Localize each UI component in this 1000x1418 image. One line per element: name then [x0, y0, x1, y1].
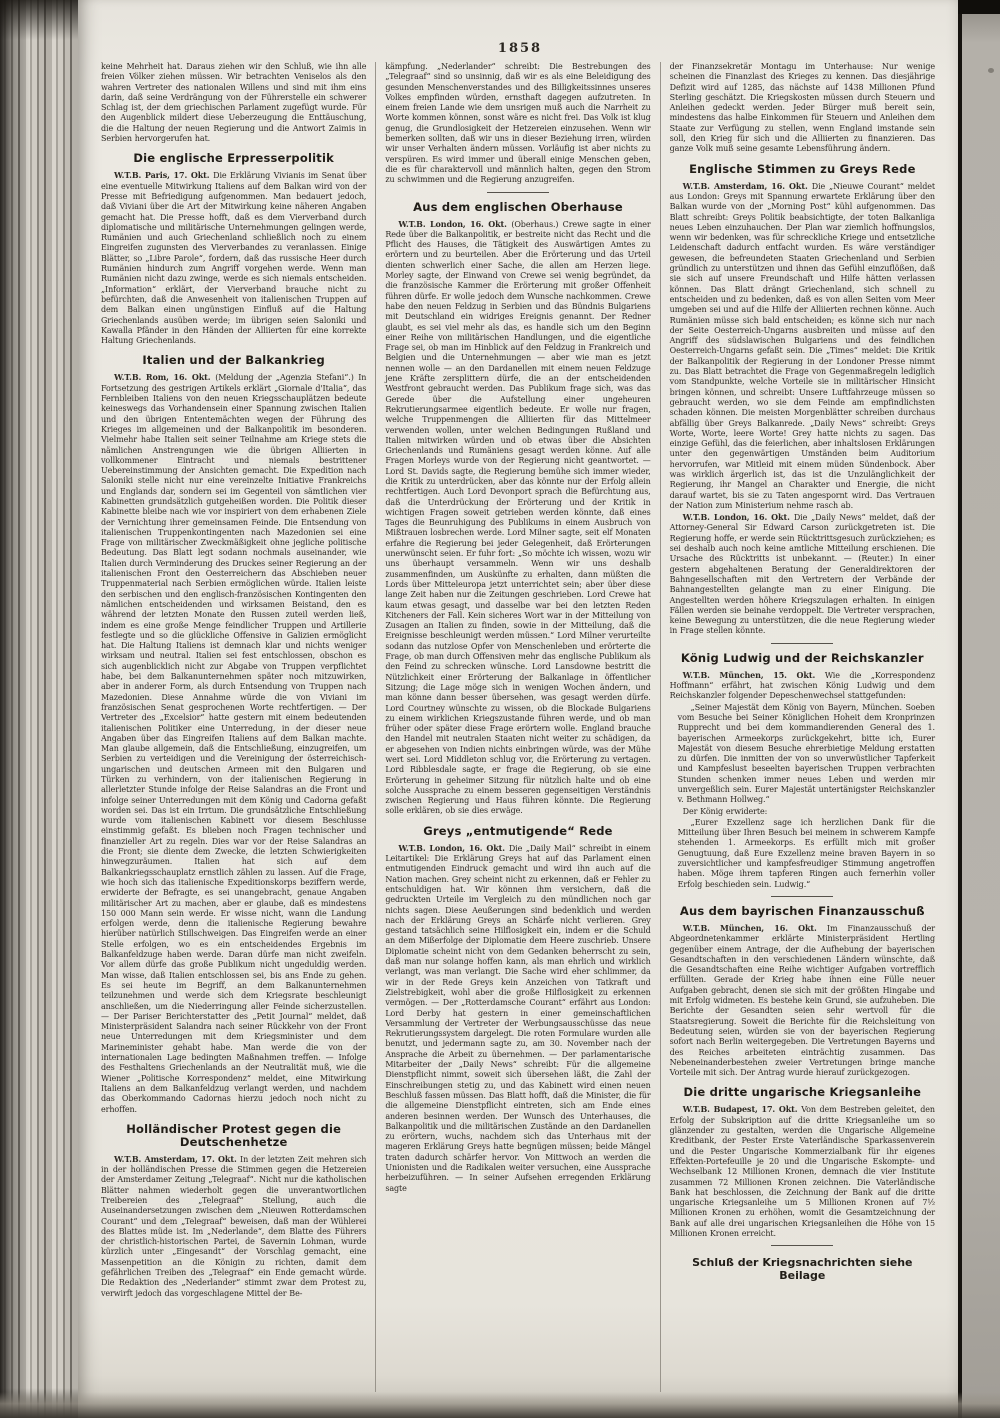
column-2 [375, 62, 659, 1392]
article-paragraph: W.T.B. Rom, 16. Okt. (Meldung der „Agenzia Stefani“.) In Fortsetzung des gestrigen Artikels erklärt „Giornale d'Italia“, das Fernbleiben Italiens von den neuen Kriegsschauplätzen bedeute keineswegs das Vorhandensein einer Spannung zwischen Italien und den übrigen Ententemächten wegen der Führung des Krieges im allgemeinen und der Balkanpolitik im besonderen. Vielmehr habe Italien seit seiner Teilnahme am Kriege stets die nämlichen Anstrengungen wie die übrigen Alliierten in vollkommener Eintracht und niemals bestrittener Uebereinstimmung der Ansichten gemacht. Die Expedition nach Saloniki stelle nicht nur eine vereinzelte Initiative Frankreichs und Englands dar, sondern sei im Gegenteil von sämtlichen vier Kabinetten grundsätzlich gutgeheißen worden. Die Politik dieser Kabinette bleibe nach wie vor inspiriert von dem erhabenen Ziele der Vernichtung ihrer gemeinsamen Feinde. Die Entsendung von italienischen Truppenkontingenten nach Mazedonien sei eine Frage von militärischer Zweckmäßigkeit ohne jegliche politische Bedeutung. Das Blatt legt sodann nochmals auseinander, wie Italien durch Verminderung des Druckes seiner Regierung an der italienischen Front den Oesterreichern das Abschieben neuer Truppenmaterial nach Serbien ermöglichen würde. Italien leiste den serbischen und den englisch-französischen Kontingenten den nämlichen entscheidenden und wirksamen Beistand, den es während der letzten Monate den Russen zuteil werden ließ, indem es eine große Menge feindlicher Truppen und Artillerie festlegte und so die glückliche Offensive in Galizien ermöglicht hat. Die Haltung Italiens ist demnach klar und nichts weniger wirksam und neutral. Italien sei fest entschlossen, obschon es sich augenblicklich nicht zur Abgabe von Truppen verpflichtet habe, bei dem Balkanunternehmen später noch mitzuwirken, aber in anderer Form, als durch Entsendung von Truppen nach Mazedonien. Diese Annahme würde die von Viviani im französischen Senat gesprochenen Worte rechtfertigen. — Der Vertreter des „Excelsior“ hatte gestern mit einem bedeutenden italienischen Politiker eine Unterredung, in der dieser neue Angaben über das Eingreifen Italiens auf dem Balkan machte. Man glaube allgemein, daß die Entschließung, einzugreifen, um Serbien zu verteidigen und die Vereinigung der österreichisch-ungarischen und deutschen Armeen mit den Bulgaren und Türken zu verhindern, von der italienischen Regierung in allerletzter Stunde infolge der Reise Salandras an die Front und infolge seiner Unterredungen mit dem König und Cadorna gefaßt worden sei. Das ist ein Irrtum. Die grundsätzliche Entschließung wurde vom italienischen Kabinett vor diesem Beschlusse einstimmig gefaßt. Es blieben noch Fragen technischer und finanzieller Art zu regeln. Dies war vor der Reise Salandras an die Front; sie diente dem Zwecke, die letzten Schwierigkeiten hinwegzuräumen. Italien hat sich auf dem Balkankriegsschauplatz ernstlich zählen zu lassen. Auf die Frage, wie hoch sich das italienische Expeditionskorps beziffern werde, erwiderte der Befragte, es sei unangebracht, genaue Angaben militärischer Art zu machen, aber er glaube, daß es mindestens 150 000 Mann sein werde. Er wisse nicht, wann die Landung erfolgen werde, denn die italienische Regierung bewahre hierüber natürlich Stillschweigen. Das Eingreifen werde an einer Stelle erfolgen, wo es ein entscheidendes Ergebnis im Balkanfeldzuge haben werde. Daran dürfe man nicht zweifeln. Vor allem dürfe das große Publikum nicht ungeduldig werden. Man wisse, daß Italien entschlossen sei, bis ans Ende zu gehen. Es sei heute im Begriff, an dem Balkanunternehmen teilzunehmen und werde sich dem Kriegsrate beschleunigt anschließen, um die Niederringung aller Feinde sicherzustellen. — Der Pariser Berichterstatter des „Petit Journal“ meldet, daß Ministerpräsident Salandra nach seiner Rückkehr von der Front neue Unterredungen mit dem Kriegsminister und dem Marineminister gehabt habe. Man werde die von der internationalen Lage bedingten Maßnahmen treffen. — Infolge des Festhaltens Griechenlands an der Neutralität muß, wie die Wiener „Politische Korrespondenz“ meldet, eine Mitwirkung Italiens an dem Balkanfeldzug verlangt werden, und nachdem das Oberkommando Cadornas hierzu jedoch noch nicht zu erhoffen. [101, 372, 367, 1114]
dateline: W.T.B. London, 16. Okt. [398, 218, 512, 229]
section-divider [487, 192, 549, 193]
dateline: W.T.B. London, 16. Okt. [398, 842, 509, 853]
article-headline: Holländischer Protest gegen die Deutschenhetze [126, 1121, 342, 1149]
section-divider [771, 643, 833, 644]
telegram-quote: „Eurer Exzellenz sage ich herzlichen Dank für die Mitteilung über Ihren Besuch bei meinem in schwerem Kampfe stehenden 1. Armeekorps. Es erfüllt mich mit großer Genugtuung, daß Eure Exzellenz meine braven Bayern in so zuversichtlicher und kampfesfreudiger Stimmung angetroffen haben. Möge ihrem tapferen Ringen auch fernerhin voller Erfolg beschieden sein. Ludwig.“ [677, 817, 935, 889]
article-paragraph: W.T.B. Amsterdam, 17. Okt. In der letzten Zeit mehren sich in der holländischen Presse die Stimmen gegen die Hetzereien der Amsterdamer Zeitung „Telegraaf“. Nicht nur die katholischen Blätter nahmen wiederholt gegen die unverantwortlichen Treibereien des „Telegraaf“ Stellung, auch die Auseinandersetzungen zwischen dem „Nieuwen Rotterdamschen Courant“ und dem „Telegraaf“ beweisen, daß man der Wühlerei des Blattes müde ist. Im „Nederlande“, dem Blatte des Führers der christlich-historischen Partei, de Savernin Lohman, wurde kürzlich unter „Eingesandt“ der Vorschlag gemacht, eine Massenpetition an die Königin zu richten, damit dem gefährlichen Treiben des „Telegraaf“ ein Ende gemacht würde. Die Redaktion des „Nederlander“ stimmt zwar dem Protest zu, verwirft jedoch das vorgeschlagene Mittel der Be- [101, 1153, 367, 1298]
column-1 [92, 62, 375, 1392]
dateline: W.T.B. Amsterdam, 16. Okt. [682, 180, 812, 191]
article-paragraph: W.T.B. London, 16. Okt. Die „Daily Mail“ schreibt in einem Leitartikel: Die Erklärung Greys hat auf das Parlament einen entmutigenden Eindruck gemacht und wird ihn auch auf die Nation machen. Grey scheint nicht zu erkennen, daß er Fehler zu entschuldigen hat. Wir können ihm versichern, daß die gedruckten Urteile im Vergleich zu den mündlichen noch gar nichts sagen. Diese Aeußerungen sind bedenklich und werden nach der Erklärung Greys an Schärfe nicht verlieren. Grey gestand tatsächlich seine Hilflosigkeit ein, indem er die Schuld an dem Mißerfolge der Diplomatie dem Heere zuschrieb. Unsere Diplomatie scheint nicht von dem Gedanken beherrscht zu sein, daß man nur solange hoffen kann, als man ehrlich und wirklich verlangt, was man verlangt. Die Sache wird eher schlimmer, da wir in der Rede Greys kein Anzeichen von Tatkraft und Zielstrebigkeit, wohl aber die große Hilflosigkeit zu erkennen vermögen. — Der „Rotterdamsche Courant“ erfährt aus London: Lord Derby hat gestern in einer gemeinschaftlichen Versammlung der Vertreter der Werbungsausschüsse das neue Rekrutierungssystem dargelegt. Die roten Formulare wurden alle benutzt, und jedermann sagte zu, am 30. November nach der Ansprache die Arbeit zu übernehmen. — Der parlamentarische Mitarbeiter der „Daily News“ schreibt: Für die allgemeine Dienstpflicht nimmt, soweit sich übersehen läßt, die Zahl der Einschreibungen stetig zu, und das Kabinett wird einen neuen Beschluß fassen müssen. Das Blatt hofft, daß die Minister, die für die allgemeine Dienstpflicht eintreten, sich am Ende eines anderen besinnen werden. Der Wunsch des Unterhauses, die Balkanpolitik und die militärischen Zustände an den Dardanellen zu erörtern, wuchs, nachdem sich das Unterhaus mit der mageren Erklärung Greys hatte begnügen müssen; beide Mängel traten dadurch schärfer hervor. Von Mittwoch an werden die Unionisten und die Radikalen weiter versuchen, eine Aussprache herbeizuführen. — In seiner Aufsehen erregenden Erklärung sagte [385, 842, 651, 1193]
article-headline: Die englische Erpresserpolitik [133, 151, 334, 166]
article-headline: Italien und der Balkankrieg [142, 353, 325, 368]
adjacent-page-edge [958, 0, 1000, 1418]
article-headline: Greys „entmutigende“ Rede [423, 823, 613, 838]
dateline: W.T.B. München, 16. Okt. [682, 922, 827, 933]
section-divider [771, 896, 833, 897]
page-number: 1858 [497, 41, 543, 56]
closing-notice: Schluß der Kriegsnachrichten siehe Beilage [692, 1256, 913, 1283]
article-paragraph: keine Mehrheit hat. Daraus ziehen wir den Schluß, wie ihn alle freien Völker ziehen müssen. Wir betrachten Veniselos als den wahren Vertreter des nationalen Willens und sind mit ihm eins darin, daß seine Verdrängung von der Führerstelle ein schwerer Schlag ist, der dem griechischen Parlament zugefügt wurde. Für den Augenblick mildert diese Ueberzeugung die Enttäuschung, die die Haltung der neuen Regierung und die Antwort Zaimis in Serbien hervorgerufen hat. [101, 62, 367, 144]
article-headline: Englische Stimmen zu Greys Rede [689, 161, 916, 176]
article-paragraph: kämpfung. „Nederlander“ schreibt: Die Bestrebungen des „Telegraaf“ sind so unsinnig, daß wir es als eine Beleidigung des gesunden Menschenverstandes und des Billigkeitssinnes unseres Volkes empfinden würden, ernsthaft dagegen aufzutreten. In einem freien Lande wie dem unsrigen muß auch die Narrheit zu Worte kommen können, sonst wäre es nicht frei. Das Volk ist klug genug, die Grundlosigkeit der Hetzereien einzusehen. Wenn wir bemerken sollten, daß wir uns in dieser Beziehung irren, würden wir unser Verhalten ändern müssen. Vorläufig ist aber nichts zu verspüren. Es wird immer und überall einige Menschen geben, die es für charaktervoll und männlich halten, gegen den Strom zu schwimmen und die Regierung anzugreifen. [385, 62, 651, 185]
newspaper-page [78, 0, 962, 1418]
article-paragraph: W.T.B. London, 16. Okt. (Oberhaus.) Crewe sagte in einer Rede über die Balkanpolitik, er bestreite nicht das Recht und die Pflicht des Hauses, die Tätigkeit des Auswärtigen Amtes zu erörtern und zu beurteilen. Aber die Erörterung und das Urteil dienten schwerlich einer Sache, die allen am Herzen liege. Morley sagte, der Einwand von Crewe sei wenig begründet, da die französische Kammer die Erörterung mit großer Offenheit führen dürfe. Er wolle jedoch dem Wunsche nachkommen. Crewe habe den neuen Feldzug in Serbien und das Bündnis Bulgariens mit Deutschland ein widriges Ereignis genannt. Der Redner glaubt, es sei viel mehr als das, es handle sich um den Beginn einer Reihe von militärischen Handlungen, und die eigentliche Frage sei, ob man im Hinblick auf den Feldzug in Frankreich und Belgien und die Unternehmungen — aber wie man es jetzt nennen wolle — an den Dardanellen mit einem neuen Feldzuge jene Kräfte zersplittern dürfe, die an der entscheidenden Westfront gebraucht werden. Das Publikum frage sich, was das Gerede über die Aufstellung einer ungeheuren Rekrutierungsarmee eigentlich bedeute. Er wolle nur fragen, welche Truppenmengen die Alliierten für das Mittelmeer verwenden wollen, unter welchen Bedingungen Rußland und Italien mitwirken würden und ob etwas über die Absichten Griechenlands und Rumäniens gesagt werden könne. Auf alle Fragen Morleys wurde von der Regierung nicht geantwortet. — Lord St. Davids sagte, die Regierung bemühe sich immer wieder, die Kritik zu unterdrücken, aber das könnte nur der Erfolg allein rechtfertigen. Auch Lord Devonport sprach die Befürchtung aus, daß die Unterdrückung der Erörterung und der Kritik in wichtigen Fragen soweit getrieben werden könnte, daß eines Tages die Beunruhigung des Publikums in einem Ausbruch von Mißtrauen losbrechen werde. Lord Milner sagte, seit elf Monaten erfahre die Regierung bei jeder Gelegenheit, daß Erörterungen unerwünscht seien. Er fuhr fort: „So möchte ich wissen, wozu wir uns überhaupt versammeln. Wenn wir uns deshalb zusammenfinden, um Auskünfte zu erhalten, dann müßten die Lords über Mitteleuropa jetzt unterrichtet sein; aber über diese lange Zeit haben nur die Zeitungen geschrieben. Lord Crewe hat kaum etwas gesagt, und dasselbe war bei den letzten Reden Kitcheners der Fall. Kein sicheres Wort war in der Mitteilung von Zusagen an Italien zu finden, sowie in der Mitteilung, daß die Ereignisse beschleunigt werden müssen.“ Lord Milner verurteilte sodann das nutzlose Opfer von Menschenleben und erörterte die Frage, ob man durch Offensiven mehr das englische Publikum als den Feind zu schrecken wünsche. Lord Lansdowne bestritt die Nützlichkeit einer Erörterung der Balkanlage in öffentlicher Sitzung; die Lage möge sich in wenigen Wochen ändern, und man könne dann besser übersehen, was gesagt werden dürfe. Lord Courtney wünschte zu wissen, ob die Blockade Bulgariens zu einem wirklichen Kriegszustande führen werde, und ob man früher oder später diese Frage erörtern wolle. England brauche den Handel mit neutralen Staaten nicht weiter zu schädigen, da er abgesehen von Indien nichts einbringen würde, was der Mühe wert sei. Lord Middleton schlug vor, die Erörterung zu vertagen. Lord Ribblesdale sagte, er frage die Regierung, ob sie eine Erörterung in geheimer Sitzung für nützlich halte und ob eine solche Aussprache zu einem besseren gegenseitigen Verständnis zwischen Regierung und Haus führen könnte. Die Regierung solle erklären, ob sie dies erwäge. [385, 218, 651, 816]
article-paragraph: W.T.B. Paris, 17. Okt. Die Erklärung Vivianis im Senat über eine eventuelle Mitwirkung Italiens auf dem Balkan wird von der Presse mit Befriedigung aufgenommen. Man bedauert jedoch, daß Viviani über die Art der Mitwirkung keine näheren Angaben gemacht hat. Die Presse hofft, daß es dem Vierverband durch diplomatische und militärische Unternehmungen gelingen werde, Rumänien und auch Griechenland schließlich noch zu einem Eingreifen zugunsten des Vierverbandes zu veranlassen. Einige Blätter, so „Libre Parole“, fordern, daß das russische Heer durch Rumänien hindurch zum Angriff vorgehen werde. Wenn man Rumänien nicht dazu zwinge, werde es sich niemals entscheiden. „Information“ erklärt, der Vierverband brauche nicht zu befürchten, daß die Anwesenheit von italienischen Truppen auf dem Balkan einen ungünstigen Einfluß auf die Haltung Griechenlands ausüben werde; im übrigen seien Saloniki und Kawalla Pfänder in den Händen der Alliierten für eine korrekte Haltung Griechenlands. [101, 170, 367, 346]
article-paragraph: W.T.B. London, 16. Okt. Die „Daily News“ meldet, daß der Attorney-General Sir Edward Carson zurückgetreten ist. Die Regierung hoffe, er werde sein Rücktrittsgesuch zurückziehen; es sei deshalb auch noch keine amtliche Mitteilung erschienen. Die Ursache des Rücktritts ist unbekannt. — (Reuter.) In einer gestern abgehaltenen Beratung der Generaldirektoren der Bahngesellschaften mit den Vertretern der Verbände der Bahnangestellten gelangte man zu einer Einigung. Die Angestellten werden höhere Kriegszulagen erhalten. In einigen Fällen werden sie beinahe verdoppelt. Die Vertreter versprachen, keine Bewegung zu unterstützen, die die neue Regierung wieder in Frage stellen könnte. [669, 512, 935, 636]
article-headline: Die dritte ungarische Kriegsanleihe [683, 1085, 922, 1100]
telegram-quote: „Seiner Majestät dem König von Bayern, München. Soeben vom Besuche bei Seiner Königlichen Hoheit dem Kronprinzen Rupprecht und bei dem kommandierenden General des 1. bayerischen Armeekorps zurückgekehrt, bitte ich, Eurer Majestät von diesem Besuche ehrerbietige Meldung erstatten zu dürfen. Die inmitten der von so unverwüstlicher Tapferkeit und Kampfeslust beseelten bayerischen Truppen verbrachten Stunden schenken immer neues Leben und werden mir unvergeßlich sein. Eurer Majestät untertänigster Reichskanzler v. Bethmann Hollweg.“ [677, 702, 935, 805]
ink-smudge [988, 68, 994, 73]
article-paragraph: W.T.B. Budapest, 17. Okt. Von dem Bestreben geleitet, den Erfolg der Subskription auf die dritte Kriegsanleihe um so glänzender zu gestalten, werden die Ungarische Allgemeine Kreditbank, der Pester Erste Vaterländische Sparkassenverein und die Pester Ungarische Kommerzialbank für ihr eigenes Effekten-Portefeuille je 20 und die Ungarische Eskompte- und Wechselbank 12 Millionen Kronen, demnach die vier Institute zusammen 72 Millionen Kronen zeichnen. Die Vaterländische Bank hat beschlossen, die Zeichnung der Bank auf die dritte ungarische Kriegsanleihe um 5 Millionen Kronen auf 7½ Millionen Kronen zu erhöhen, womit die Gesamtzeichnung der Bank auf alle drei ungarischen Kriegsanleihen die Höhe von 15 Millionen Kronen erreicht. [669, 1104, 935, 1238]
dateline: W.T.B. Amsterdam, 17. Okt. [114, 1153, 241, 1164]
article-headline: Aus dem bayrischen Finanzausschuß [679, 903, 925, 918]
dateline: W.T.B. Budapest, 17. Okt. [682, 1104, 802, 1115]
article-headline: König Ludwig und der Reichskanzler [680, 650, 924, 665]
article-paragraph: W.T.B. München, 16. Okt. Im Finanzausschuß der Abgeordnetenkammer erklärte Ministerpräsident Hertling gegenüber einem Antrage, der die Aufhebung der bayerischen Gesandtschaften in den verschiedenen Ländern wünschte, daß die Gesandtschaften eine Reihe wichtiger Aufgaben vortrefflich erfüllten. Gerade der Krieg habe ihnen eine Fülle neuer Aufgaben gebracht, denen sie sich mit der größten Hingabe und mit Erfolg widmeten. Es bestehe kein Grund, sie aufzuheben. Die Berichte der Gesandten seien sehr wertvoll für die Staatsregierung. Soweit die Berichte für die Reichsleitung von Bedeutung seien, würden sie von der bayerischen Regierung sofort nach Berlin weitergegeben. Die Vertretungen Bayerns und des Reiches arbeiteten einträchtig zusammen. Das Nebeneinanderbestehen zweier Vertretungen bringe manche Vorteile mit sich. Der Antrag wurde hierauf zurückgezogen. [669, 922, 935, 1078]
article-paragraph: Der König erwiderte: [682, 806, 768, 816]
bottom-scan-shadow [0, 1392, 1000, 1418]
dateline: W.T.B. Paris, 17. Okt. [114, 170, 214, 181]
article-paragraph: W.T.B. Amsterdam, 16. Okt. Die „Nieuwe Courant“ meldet aus London: Greys mit Spannung erwartete Erklärung über den Balkan wurde von der „Morning Post“ kühl aufgenommen. Das Blatt schreibt: Greys Politik beabsichtigte, der toten Balkanliga neues Leben einzuhauchen. Der Plan war ziemlich hoffnungslos, wenn wir bedenken, was für schreckliche Kriege und entsetzliche Leidenschaft dadurch entfacht wurden. Es wäre verständiger gewesen, die befreundeten Staaten Griechenland und Serbien gründlich zu unterstützen und ihnen das Gefühl einzuflößen, daß sie sich auf unsere Freundschaft und Hilfe hätten verlassen können. Das Blatt drängt Griechenland, sich schnell zu entscheiden und zu bedenken, daß es von allen Seiten vom Meer umgeben sei und auf die Hilfe der Alliierten rechnen könne. Auch Rumänien müsse sich bald entscheiden; es könne sich nur nach der Seite Oesterreich-Ungarns ausbreiten und müsse auf den Angriff des südslawischen Bulgariens und des feindlichen Oesterreich-Ungarns gefaßt sein. Die „Times“ meldet: Die Kritik der Balkanpolitik der Regierung in der Londoner Presse nimmt zu. Das Blatt betrachtet die Frage von Gegenmaßregeln lediglich vom Standpunkte, welche Vorteile sie in militärischer Hinsicht bringen können, und schreibt: Unsere Luftfahrzeuge müssen so gebraucht werden, wo sie dem Feinde am empfindlichsten schaden können. Die meisten Morgenblätter schreiben durchaus abfällig über Greys Balkanrede. „Daily News“ schreibt: Greys Worte, Worte, leere Worte! Grey hatte nichts zu sagen. Das einzige Gefühl, das die feierlichen, aber inhaltslosen Erklärungen unter den gegenwärtigen Umständen beim Auditorium hervorrufen, war Mitleid mit einem müden Sündenbock. Aber was wirklich ärgerlich ist, das ist die Unzulänglichkeit der Regierung, ihr Mangel an Charakter und Energie, die nicht darauf wartet, bis sie zu Taten angespornt wird. Das Vertrauen der Nation zum Ministerium nehme rasch ab. [669, 180, 935, 510]
article-headline: Aus dem englischen Oberhause [413, 199, 623, 214]
dateline: W.T.B. London, 16. Okt. [682, 512, 794, 523]
dateline: W.T.B. München, 15. Okt. [682, 669, 825, 680]
book-binding-edge [0, 0, 78, 1418]
article-paragraph: der Finanzsekretär Montagu im Unterhause: Nur wenige scheinen die Finanzlast des Krieges zu kennen. Das diesjährige Defizit wird auf 1285, das nächste auf 1438 Millionen Pfund Sterling geschätzt. Die Kriegskosten müssen durch Steuern und Anleihen gedeckt werden. Jeder Bürger muß bereit sein, mindestens das halbe Einkommen für Steuern und Anleihen dem Staate zur Verfügung zu stellen, wenn England imstande sein soll, den Krieg für sich und die Alliierten zu finanzieren. Das ganze Volk muß seine gesamte Lebensführung ändern. [669, 62, 935, 154]
column-layout [92, 62, 944, 1392]
article-paragraph: W.T.B. München, 15. Okt. Wie die „Korrespondenz Hoffmann“ erfährt, hat zwischen König Ludwig und dem Reichskanzler folgender Depeschenwechsel stattgefunden: [669, 669, 935, 701]
column-3 [660, 62, 944, 1392]
section-divider [771, 1245, 833, 1246]
dateline: W.T.B. Rom, 16. Okt. [114, 372, 216, 383]
